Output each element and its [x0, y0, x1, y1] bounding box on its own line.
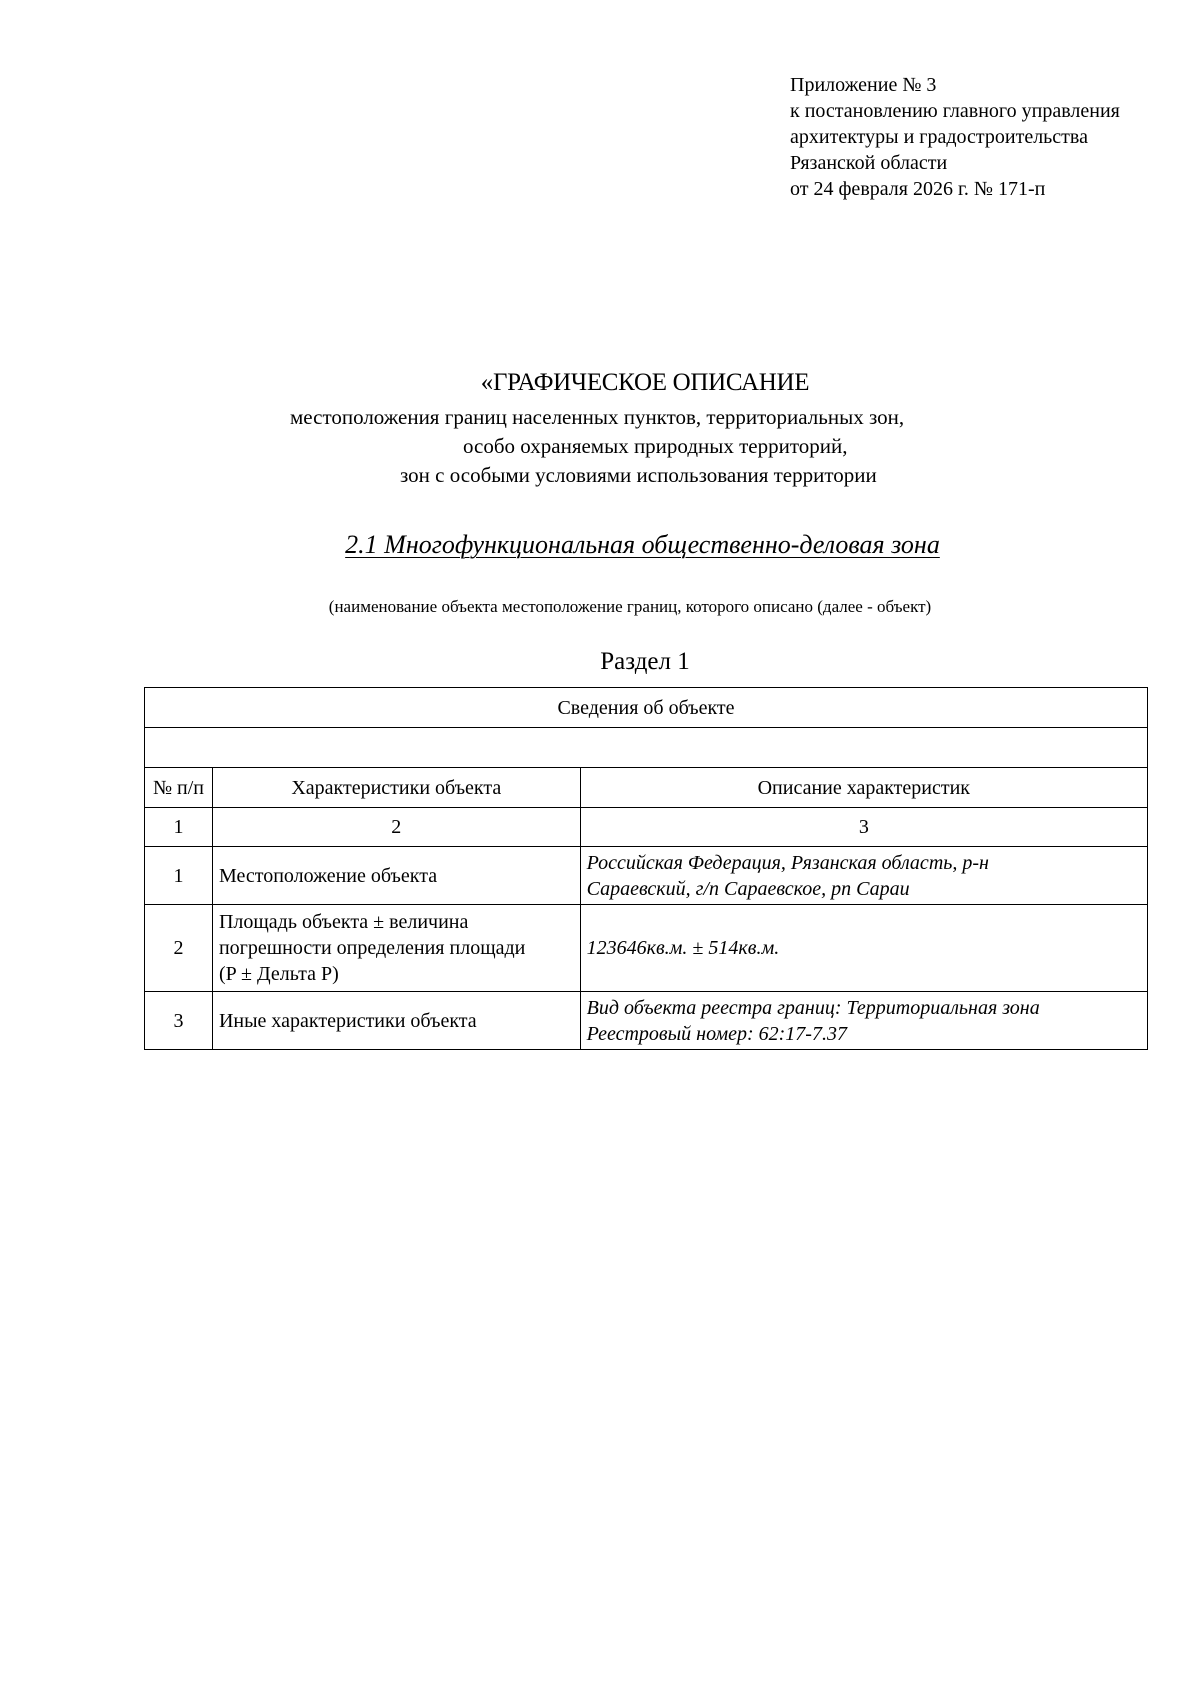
header-cell-num: № п/п	[145, 768, 213, 808]
table-row	[145, 992, 1148, 1050]
empty-cell	[145, 728, 1148, 768]
characteristic-line: Площадь объекта ± величина	[218, 911, 469, 933]
table-header-row	[145, 768, 1148, 808]
row-num: 1	[145, 847, 213, 905]
appendix-line: Рязанской области	[790, 152, 948, 174]
table-caption-row	[145, 688, 1148, 728]
description-line: Сараевский, г/п Сараевское, рп Сараи	[586, 877, 910, 900]
header-cell-description: Описание характеристик	[580, 768, 1147, 808]
zone-name: 2.1 Многофункциональная общественно-деловая зона	[345, 530, 940, 559]
appendix-line: архитектуры и градостроительства	[790, 126, 1088, 148]
subtitle-line: местоположения границ населенных пунктов, территориальных зон,	[290, 405, 905, 429]
row-num: 2	[145, 905, 213, 992]
row-description	[580, 847, 1147, 905]
column-number-cell: 2	[212, 808, 580, 847]
characteristic-line: (P ± Дельта P)	[218, 963, 339, 985]
zone-caption: (наименование объекта местоположение границ, которого описано (далее - объект)	[328, 597, 932, 616]
row-num: 3	[145, 992, 213, 1050]
column-number-row	[145, 808, 1148, 847]
table-row	[145, 905, 1148, 992]
table-empty-row	[145, 728, 1148, 768]
table-row	[145, 847, 1148, 905]
row-characteristic: Иные характеристики объекта	[212, 992, 580, 1050]
header-cell-characteristic: Характеристики объекта	[212, 768, 580, 808]
column-number-cell: 1	[145, 808, 213, 847]
appendix-line: от 24 февраля 2026 г. № 171-п	[790, 178, 1046, 200]
object-info-table	[144, 687, 1148, 1050]
section-title: Раздел 1	[600, 648, 690, 675]
row-description: 123646кв.м. ± 514кв.м.	[580, 905, 1147, 992]
appendix-block	[790, 72, 1190, 202]
row-description	[580, 992, 1147, 1050]
appendix-line: Приложение № 3	[790, 74, 937, 96]
document-subtitle	[0, 403, 1200, 490]
description-line: Реестровый номер: 62:17-7.37	[586, 1022, 847, 1045]
description-line: Российская Федерация, Рязанская область, р-н	[586, 851, 989, 874]
column-number-cell: 3	[580, 808, 1147, 847]
table-caption: Сведения об объекте	[145, 688, 1148, 728]
characteristic-line: погрешности определения площади	[218, 937, 526, 959]
description-line: Вид объекта реестра границ: Территориальная зона	[586, 996, 1040, 1019]
row-characteristic	[212, 905, 580, 992]
document-title: «ГРАФИЧЕСКОЕ ОПИСАНИЕ	[480, 369, 810, 396]
subtitle-line: зон с особыми условиями использования территории	[400, 463, 877, 487]
appendix-line: к постановлению главного управления	[790, 100, 1120, 122]
row-characteristic: Местоположение объекта	[212, 847, 580, 905]
subtitle-line: особо охраняемых природных территорий,	[463, 434, 848, 458]
